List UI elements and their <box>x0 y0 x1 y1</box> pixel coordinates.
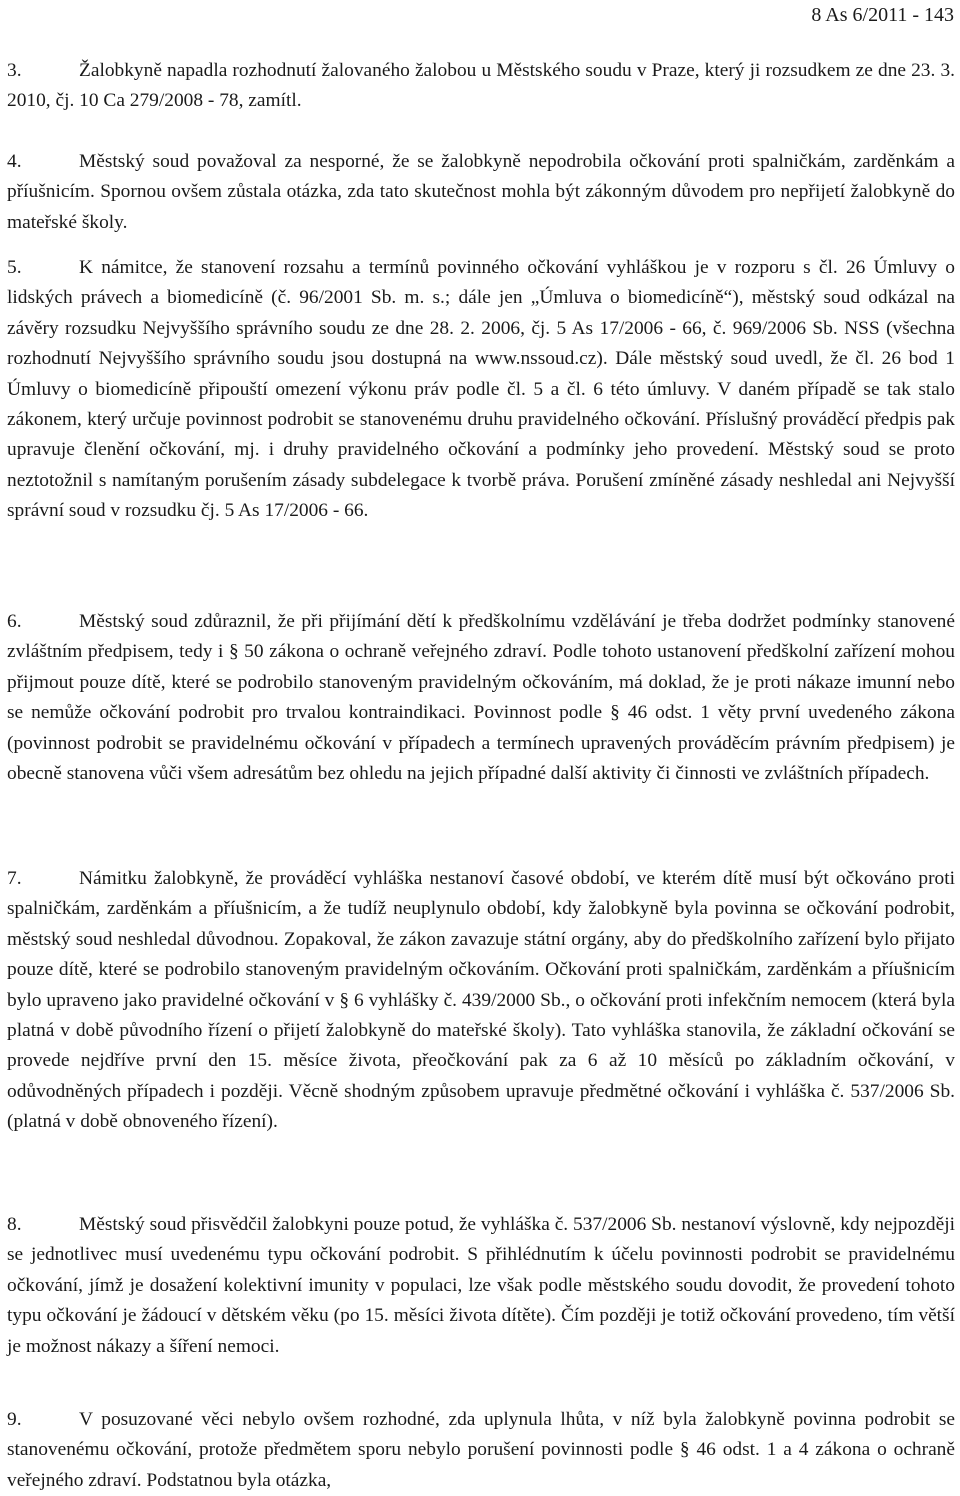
paragraph-number: 4. <box>7 151 22 172</box>
paragraph-text: K námitce, že stanovení rozsahu a termínů povinného očkování vyhláškou je v rozporu s čl. 26 Úmluvy o lidských právech a biomedicíně (č. 96/2001 Sb. m. s.; dále jen „Úmluva o biomedicíně“), městský soud odkázal na závěry rozsudku Nejvyššího správního soudu ze dne 28. 2. 2006, čj. 5 As 17/2006 - 66, č. 969/2006 Sb. NSS (všechna rozhodnutí Nejvyššího správního soudu jsou dostupná na www.nssoud.cz). Dále městský soud uvedl, že čl. 26 bod 1 Úmluvy o biomedicíně připouští omezení výkonu práv podle čl. 5 a čl. 6 této úmluvy. V daném případě se tak stalo zákonem, který určuje povinnost podrobit se stanovenému druhu pravidelného očkování. Příslušný prováděcí předpis pak upravuje členění očkování, mj. i druhy pravidelného očkování a podmínky jeho provedení. Městský soud se proto neztotožnil s namítaným porušením zásady subdelegace k tvorbě práva. Porušení zmíněné zásady neshledal ani Nejvyšší správní soud v rozsudku čj. 5 As 17/2006 - 66. <box>7 257 955 522</box>
paragraph-6 <box>7 607 955 789</box>
paragraph-number: 5. <box>7 257 22 278</box>
paragraph-text: Námitku žalobkyně, že prováděcí vyhláška nestanoví časové období, ve kterém dítě musí být očkováno proti spalničkám, zarděnkám a příušnicím, a že tudíž neuplynulo období, kdy žalobkyně byla povinna se očkování podrobit, městský soud neshledal důvodnou. Zopakoval, že zákon zavazuje státní orgány, aby do předškolního zařízení bylo přijato pouze dítě, které se podrobilo stanoveným pravidelným očkováním. Očkování proti spalničkám, zarděnkám a příušnicím bylo upraveno jako pravidelné očkování v § 6 vyhlášky č. 439/2000 Sb., o očkování proti infekčním nemocem (která byla platná v době původního řízení o přijetí žalobkyně do mateřské školy). Tato vyhláška stanovila, že základní očkování se provede nejdříve první den 15. měsíce života, přeočkování pak za 6 až 10 měsíců po základním očkování, v odůvodněných případech i později. Věcně shodným způsobem upravuje předmětné očkování i vyhláška č. 537/2006 Sb. (platná v době obnoveného řízení). <box>7 868 955 1133</box>
case-number-header: 8 As 6/2011 - 143 <box>811 4 954 26</box>
paragraph-text: V posuzované věci nebylo ovšem rozhodné, zda uplynula lhůta, v níž byla žalobkyně povinna podrobit se stanovenému očkování, protože předmětem sporu nebylo porušení povinnosti podle § 46 odst. 1 a 4 zákona o ochraně veřejného zdraví. Podstatnou byla otázka, <box>7 1409 955 1491</box>
paragraph-number: 9. <box>7 1409 22 1430</box>
paragraph-text: Městský soud zdůraznil, že při přijímání dětí k předškolnímu vzdělávání je třeba dodržet podmínky stanovené zvláštním předpisem, tedy i § 50 zákona o ochraně veřejného zdraví. Podle tohoto ustanovení předškolní zařízení mohou přijmout pouze dítě, které se podrobilo stanoveným pravidelným očkováním, má doklad, že je proti nákaze imunní nebo se nemůže očkování podrobit pro trvalou kontraindikaci. Povinnost podle § 46 odst. 1 věty první uvedeného zákona (povinnost podrobit se pravidelnému očkování v případech a termínech upravených prováděcím právním předpisem) je obecně stanovena vůči všem adresátům bez ohledu na jejich případné další aktivity či činnosti ve zvláštních případech. <box>7 611 955 785</box>
paragraph-3 <box>7 56 955 117</box>
paragraph-5 <box>7 253 955 527</box>
paragraph-4 <box>7 147 955 238</box>
paragraph-number: 3. <box>7 60 22 81</box>
paragraph-text: Městský soud přisvědčil žalobkyni pouze potud, že vyhláška č. 537/2006 Sb. nestanoví výslovně, kdy nejpozději se jednotlivec musí uvedenému typu očkování podrobit. S přihlédnutím k účelu povinnosti podrobit se pravidelnému očkování, jímž je dosažení kolektivní imunity v populaci, lze však podle městského soudu dovodit, že provedení tohoto typu očkování je žádoucí v dětském věku (po 15. měsíci života dítěte). Čím později je totiž očkování provedeno, tím větší je možnost nákazy a šíření nemoci. <box>7 1214 955 1357</box>
paragraph-number: 8. <box>7 1214 22 1235</box>
paragraph-number: 7. <box>7 868 22 889</box>
paragraph-8 <box>7 1210 955 1362</box>
paragraph-text: Městský soud považoval za nesporné, že se žalobkyně nepodrobila očkování proti spalničkám, zarděnkám a příušnicím. Spornou ovšem zůstala otázka, zda tato skutečnost mohla být zákonným důvodem pro nepřijetí žalobkyně do mateřské školy. <box>7 151 955 233</box>
paragraph-text: Žalobkyně napadla rozhodnutí žalovaného žalobou u Městského soudu v Praze, který ji rozsudkem ze dne 23. 3. 2010, čj. 10 Ca 279/2008 - 78, zamítl. <box>7 60 955 112</box>
paragraph-number: 6. <box>7 611 22 632</box>
paragraph-9 <box>7 1405 955 1496</box>
paragraph-7 <box>7 864 955 1138</box>
